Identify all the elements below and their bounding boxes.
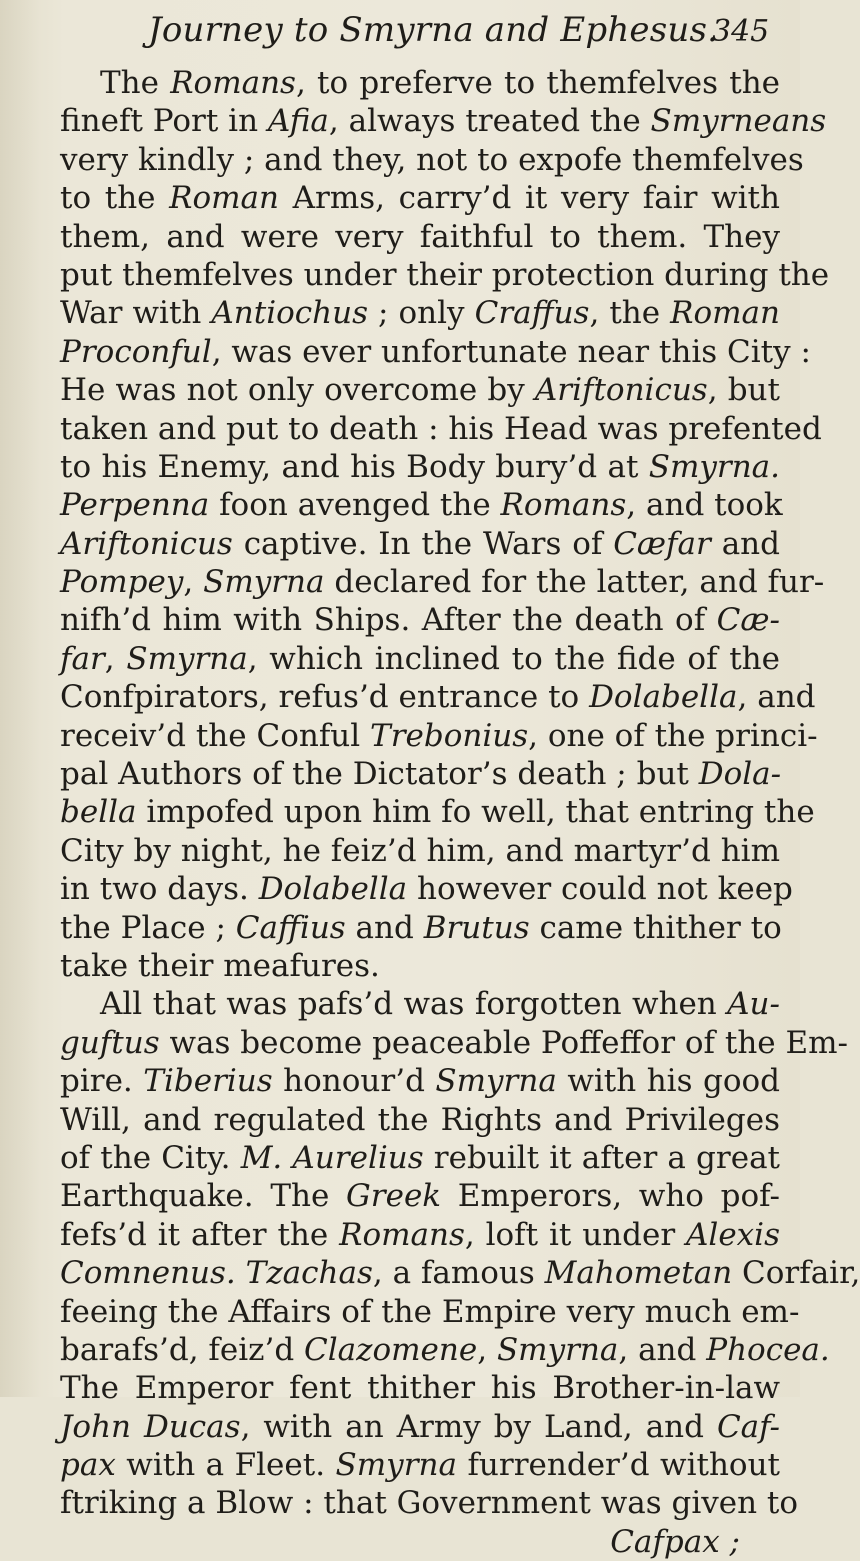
italic-span: John Ducas bbox=[60, 1408, 241, 1445]
italic-span: Cafpax ; bbox=[610, 1523, 740, 1560]
italic-span: Dolabella bbox=[258, 871, 408, 908]
italic-span: Mahometan bbox=[544, 1255, 733, 1292]
italic-span: Alexis bbox=[686, 1216, 780, 1253]
text-span: The bbox=[100, 65, 171, 101]
text-span: however could not keep bbox=[407, 871, 793, 908]
text-line bbox=[60, 1254, 860, 1292]
italic-span: Au- bbox=[727, 986, 780, 1023]
italic-span: Smyrna. bbox=[648, 448, 780, 485]
text-line bbox=[60, 832, 780, 870]
text-line bbox=[60, 601, 780, 639]
italic-span: Phocea. bbox=[706, 1331, 830, 1368]
running-title: Journey to Smyrna and Ephesus. bbox=[148, 10, 719, 50]
text-span: foon avenged the bbox=[209, 487, 501, 524]
text-line bbox=[60, 102, 827, 140]
text-line bbox=[60, 1446, 780, 1484]
text-line bbox=[60, 985, 780, 1023]
italic-span: Proconful bbox=[60, 333, 212, 370]
italic-span: Smyrna bbox=[203, 564, 325, 601]
text-span: of the City. bbox=[60, 1139, 241, 1176]
text-span: declared for the latter, and fur- bbox=[324, 564, 825, 601]
page-number: 345 bbox=[712, 14, 770, 49]
italic-span: Afia bbox=[267, 103, 329, 140]
text-span: , one of the princi- bbox=[528, 717, 818, 754]
text-line bbox=[60, 256, 830, 294]
text-line bbox=[60, 448, 780, 486]
text-line bbox=[60, 218, 780, 256]
page-gutter-shadow bbox=[0, 0, 40, 1397]
italic-span: Caf- bbox=[716, 1408, 780, 1445]
text-span: and bbox=[710, 525, 780, 562]
text-span: fineft Port in bbox=[60, 103, 268, 140]
italic-span: Roman bbox=[169, 180, 280, 217]
italic-span: guftus bbox=[60, 1024, 160, 1061]
text-span: pal Authors of the Dictator’s death ; but bbox=[60, 756, 699, 793]
text-span: Corfair, bbox=[732, 1255, 860, 1292]
italic-span: Greek bbox=[346, 1178, 442, 1215]
text-span: to his Enemy, and his Body bury’d at bbox=[60, 448, 649, 485]
text-line bbox=[60, 1484, 799, 1522]
text-span: , always treated the bbox=[328, 103, 651, 140]
text-line bbox=[60, 1139, 780, 1177]
text-span: to the bbox=[60, 180, 170, 217]
text-span: Arms, carry’d it very fair with bbox=[279, 180, 780, 217]
text-span: City by night, he feiz’d him, and martyr’d him bbox=[60, 832, 780, 869]
text-span: taken and put to death : his Head was prefented bbox=[60, 410, 822, 447]
text-line bbox=[60, 486, 783, 524]
text-span: He was not only overcome by bbox=[60, 372, 535, 409]
text-span: in two days. bbox=[60, 871, 259, 908]
text-line bbox=[60, 870, 793, 908]
text-line bbox=[60, 1408, 780, 1446]
text-span: came thither to bbox=[529, 909, 782, 946]
text-span: pire. bbox=[60, 1063, 144, 1100]
text-span: , bbox=[104, 640, 127, 677]
text-span: them, and were very faithful to them. They bbox=[60, 218, 780, 255]
italic-span: Craffus bbox=[474, 295, 590, 332]
italic-span: M. Aurelius bbox=[240, 1139, 424, 1176]
italic-span: Pompey bbox=[60, 564, 184, 601]
text-span: Emperors, who pof- bbox=[441, 1178, 780, 1215]
text-line bbox=[60, 1062, 780, 1100]
text-span: with his good bbox=[556, 1063, 780, 1100]
italic-span: Romans bbox=[500, 487, 627, 524]
text-span: , with an Army by Land, and bbox=[240, 1408, 717, 1445]
italic-span: Dola- bbox=[698, 756, 782, 793]
text-span: captive. In the Wars of bbox=[232, 525, 614, 562]
italic-span: Caffius bbox=[235, 909, 346, 946]
catchword bbox=[60, 1523, 780, 1561]
text-span: War with bbox=[60, 295, 212, 332]
text-line bbox=[60, 755, 780, 793]
italic-span: Clazomene bbox=[304, 1331, 478, 1368]
text-span: take their meafures. bbox=[60, 947, 380, 984]
text-span: with a Fleet. bbox=[115, 1447, 336, 1484]
text-line bbox=[60, 1369, 780, 1407]
text-span: , the bbox=[589, 295, 671, 332]
italic-span: Ariftonicus bbox=[534, 372, 708, 409]
italic-span: Perpenna bbox=[60, 487, 210, 524]
italic-span: Smyrna bbox=[126, 640, 248, 677]
text-span bbox=[236, 1255, 246, 1291]
body-text bbox=[60, 64, 860, 1561]
italic-span: Romans bbox=[339, 1216, 465, 1253]
text-line bbox=[60, 179, 780, 217]
text-span: , was ever unfortunate near this City : bbox=[211, 333, 811, 370]
italic-span: Comnenus. bbox=[60, 1255, 236, 1292]
text-span: , and bbox=[618, 1331, 707, 1368]
text-line bbox=[60, 333, 811, 371]
text-line bbox=[60, 1024, 848, 1062]
text-span: and bbox=[345, 909, 424, 946]
text-span: , but bbox=[707, 372, 780, 409]
text-span: feeing the Affairs of the Empire very much em- bbox=[60, 1293, 800, 1330]
text-span: , and bbox=[737, 679, 816, 716]
text-span: , bbox=[477, 1331, 497, 1368]
text-line bbox=[60, 294, 780, 332]
text-line bbox=[60, 141, 804, 179]
text-span: furrender’d without bbox=[456, 1447, 780, 1484]
text-span: ; only bbox=[368, 295, 475, 332]
text-line bbox=[60, 640, 780, 678]
text-line bbox=[60, 1177, 780, 1215]
italic-span: Tiberius bbox=[143, 1063, 273, 1100]
text-span: ftriking a Blow : that Government was given to bbox=[60, 1485, 799, 1522]
text-span: was become peaceable Poffeffor of the Em- bbox=[159, 1024, 848, 1061]
text-line bbox=[60, 1331, 830, 1369]
text-span: All that was pafs’d was forgotten when bbox=[100, 986, 728, 1023]
text-span: put themfelves under their protection during the bbox=[60, 256, 830, 293]
italic-span: Smyrna bbox=[435, 1063, 557, 1100]
italic-span: Trebonius bbox=[370, 717, 529, 754]
text-span: honour’d bbox=[272, 1063, 436, 1100]
text-line bbox=[60, 678, 816, 716]
text-span: rebuilt it after a great bbox=[423, 1139, 781, 1176]
text-span: , bbox=[183, 564, 204, 601]
text-span: barafs’d, feiz’d bbox=[60, 1331, 305, 1368]
italic-span: Tzachas bbox=[245, 1255, 373, 1292]
italic-span: Romans bbox=[170, 65, 296, 101]
italic-span: Roman bbox=[670, 295, 780, 332]
text-line bbox=[60, 1216, 780, 1254]
text-line bbox=[60, 1293, 800, 1331]
text-span: , loft it under bbox=[464, 1216, 687, 1253]
text-span: The Emperor fent thither his Brother-in-law bbox=[60, 1370, 780, 1407]
text-span: , and took bbox=[626, 487, 783, 524]
text-span: Will, and regulated the Rights and Privileges bbox=[60, 1101, 780, 1138]
text-span: Confpirators, refus’d entrance to bbox=[60, 679, 590, 716]
text-line bbox=[60, 410, 822, 448]
text-line bbox=[60, 525, 780, 563]
italic-span: Cæ- bbox=[716, 602, 780, 639]
text-span: the Place ; bbox=[60, 909, 236, 946]
italic-span: pax bbox=[60, 1447, 116, 1484]
text-line bbox=[60, 371, 780, 409]
text-span: Earthquake. The bbox=[60, 1178, 347, 1215]
italic-span: Brutus bbox=[423, 909, 530, 946]
text-span: fefs’d it after the bbox=[60, 1216, 340, 1253]
text-span: very kindly ; and they, not to expofe themfelves bbox=[60, 141, 804, 178]
italic-span: Dolabella bbox=[589, 679, 738, 716]
text-span: , to preferve to themfelves the bbox=[295, 65, 781, 101]
text-span: , which inclined to the fide of the bbox=[247, 640, 780, 677]
italic-span: Antiochus bbox=[211, 295, 368, 332]
text-line bbox=[60, 1101, 780, 1139]
text-line bbox=[60, 563, 825, 601]
text-span: , a famous bbox=[372, 1255, 545, 1292]
text-line bbox=[60, 793, 815, 831]
text-line bbox=[60, 909, 780, 947]
italic-span: Smyrna bbox=[496, 1331, 619, 1368]
italic-span: Ariftonicus bbox=[60, 525, 233, 562]
text-line bbox=[60, 717, 818, 755]
italic-span: Smyrneans bbox=[650, 103, 827, 140]
italic-span: Cæfar bbox=[613, 525, 711, 562]
running-head bbox=[0, 10, 800, 62]
text-span: impofed upon him fo well, that entring the bbox=[136, 794, 815, 831]
italic-span: bella bbox=[60, 794, 137, 831]
text-line bbox=[60, 947, 780, 985]
italic-span: Smyrna bbox=[335, 1447, 457, 1484]
text-line bbox=[60, 64, 780, 102]
text-span: nifh’d him with Ships. After the death of bbox=[60, 602, 717, 639]
text-span: receiv’d the Conful bbox=[60, 717, 371, 754]
italic-span: far bbox=[60, 640, 105, 677]
